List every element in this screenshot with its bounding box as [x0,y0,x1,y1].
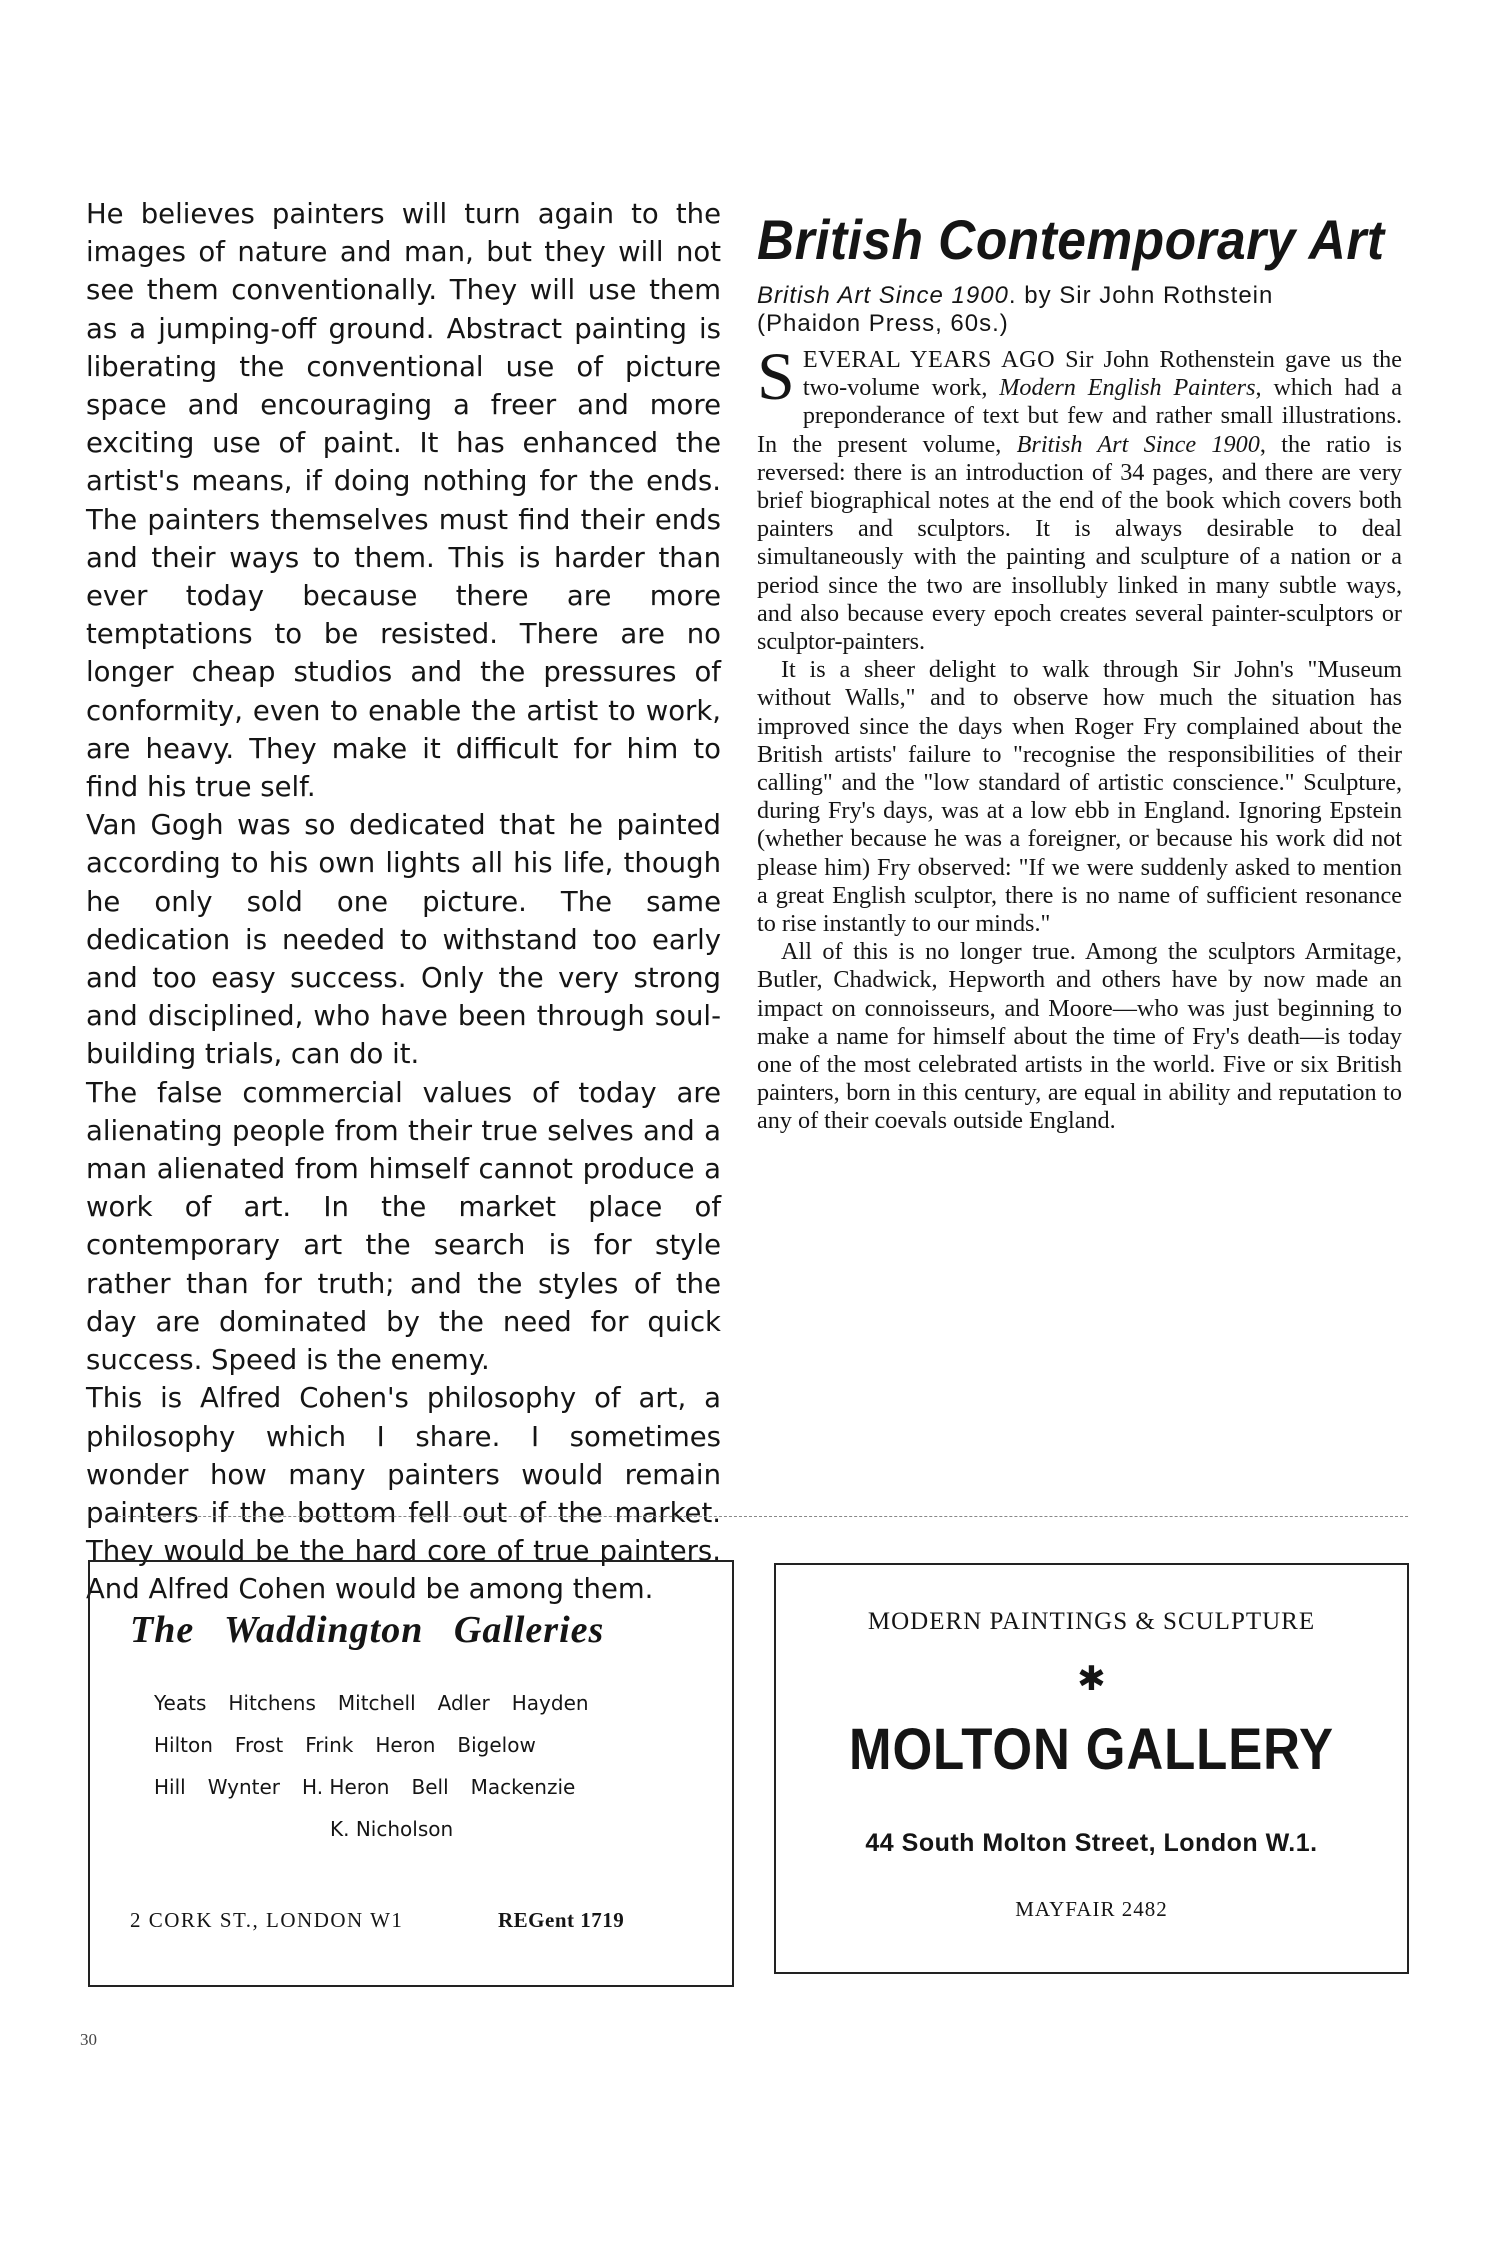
artist-name: Heron [375,1733,436,1757]
review-text-b: , which had a preponderance of text but few and rather small illustrations. In the present volume, [757,374,1402,458]
review-title: British Contemporary Art [757,208,1385,271]
molton-address: 44 South Molton Street, London W.1. [865,1829,1318,1857]
artist-row-3 [154,1766,714,1808]
artist-name: Bigelow [457,1733,536,1757]
artist-row-2 [154,1724,714,1766]
review-lead-in: EVERAL YEARS AGO [802,346,1056,373]
review-italic-title-2: British Art Since 1900 [1016,430,1260,458]
left-paragraph-4: This is Alfred Cohen's philosophy of art, a philosophy which I share. I sometimes wonder how many painters would remain painters if the bottom fell out of the market. They would be the hard core of true painters. And Alfred Cohen would be among them. [86,1382,721,1606]
review-book-details [757,282,1402,338]
molton-gallery-ad [774,1563,1409,1974]
molton-gallery-name: MOLTON GALLERY [849,1717,1334,1782]
left-paragraph-2: Van Gogh was so dedicated that he painted according to his own lights all his life, though he only sold one picture. The same dedication is needed to withstand too early and too easy success. Only the very strong and disciplined, who have been through soul-building trials, can do it. [86,809,721,1071]
artist-name: Hitchens [228,1691,316,1715]
artist-name: Frink [305,1733,354,1757]
section-divider [118,1516,1408,1517]
artist-list [154,1682,714,1850]
artist-name: Mackenzie [470,1775,576,1799]
review-paragraph-1 [757,338,1402,656]
artist-name: Bell [411,1775,449,1799]
book-review-column [757,210,1402,1136]
review-italic-title-1: Modern English Painters [999,374,1256,402]
waddington-title: The Waddington Galleries [130,1609,605,1651]
artist-row-1 [154,1682,714,1724]
review-byline: . by Sir John Rothstein [1008,282,1274,309]
page-number: 30 [80,2030,97,2049]
molton-phone: MAYFAIR 2482 [1015,1897,1168,1921]
waddington-address: 2 CORK ST., LONDON W1 [130,1908,404,1932]
left-paragraph-1: He believes painters will turn again to the images of nature and man, but they will not see them conventionally. They will use them as a jumping-off ground. Abstract painting is liberating the conventional use of picture space and encouraging a freer and more exciting use of paint. It has enhanced the artist's means, if doing nothing for the ends. The painters themselves must find their ends and their ways to them. This is harder than ever today because there are more temptations to be resisted. There are no longer cheap studios and the pressures of conformity, even to enable the artist to work, are heavy. They make it difficult for him to find his true self. [86,198,721,804]
review-publisher: (Phaidon Press, 60s.) [757,310,1009,337]
review-paragraph-3: All of this is no longer true. Among the sculptors Armitage, Butler, Chadwick, Hepworth and others have by now made an impact on connoisseurs, and Moore—who was just beginning to make a name for himself about the time of Fry's death—is today one of the most celebrated artists in the world. Five or six British painters, born in this century, are equal in ability and reputation to any of their coevals outside England. [757,938,1402,1135]
artist-name: Frost [234,1733,284,1757]
review-text-a: Sir John Rothenstein gave us the two-volume work, [802,346,1402,402]
molton-tagline: MODERN PAINTINGS & SCULPTURE [867,1608,1316,1635]
artist-name: Adler [437,1691,490,1715]
waddington-phone: REGent 1719 [498,1908,625,1932]
waddington-galleries-ad [88,1560,734,1987]
artist-name: Hilton [154,1733,213,1757]
artist-name: Wynter [207,1775,281,1799]
artist-name: Yeats [154,1691,207,1715]
star-icon: ✱ [1077,1659,1106,1699]
drop-cap: S [757,338,795,414]
left-paragraph-3: The false commercial values of today are alienating people from their true selves and a man alienated from himself cannot produce a work of art. In the market place of contemporary art the search is for style rather than for truth; and the styles of the day are dominated by the need for quick success. Speed is the enemy. [86,1076,721,1377]
artist-name: Hayden [511,1691,589,1715]
review-text-c: , the ratio is reversed: there is an introduction of 34 pages, and there are very brief biographical notes at the end of the book which covers both painters and sculptors. It is always desirable to deal simultaneously with the painting and sculpture of a nation or a period since the two are insollubly linked in many subtle ways, and also because every epoch creates several painter-sculptors or sculptor-painters. [757,430,1402,656]
artist-name: K. Nicholson [330,1817,454,1841]
artist-row-4 [154,1808,714,1850]
artist-name: Mitchell [337,1691,416,1715]
review-paragraph-2: It is a sheer delight to walk through Sir John's "Museum without Walls," and to observe how much the situation has improved since the days when Roger Fry complained about the British artists' failure to "recognise the responsibilities of their calling" and the "low standard of artistic conscience." Sculpture, during Fry's days, was at a low ebb in England. Ignoring Epstein (whether because he was a foreigner, or because his work did not please him) Fry observed: "If we were suddenly asked to mention a great English sculptor, there is no name of sufficient resonance to rise instantly to our minds." [757,656,1402,938]
review-book-title: British Art Since 1900 [757,282,1009,309]
left-article-column [86,195,721,1609]
artist-name: H. Heron [302,1775,390,1799]
artist-name: Hill [154,1775,186,1799]
